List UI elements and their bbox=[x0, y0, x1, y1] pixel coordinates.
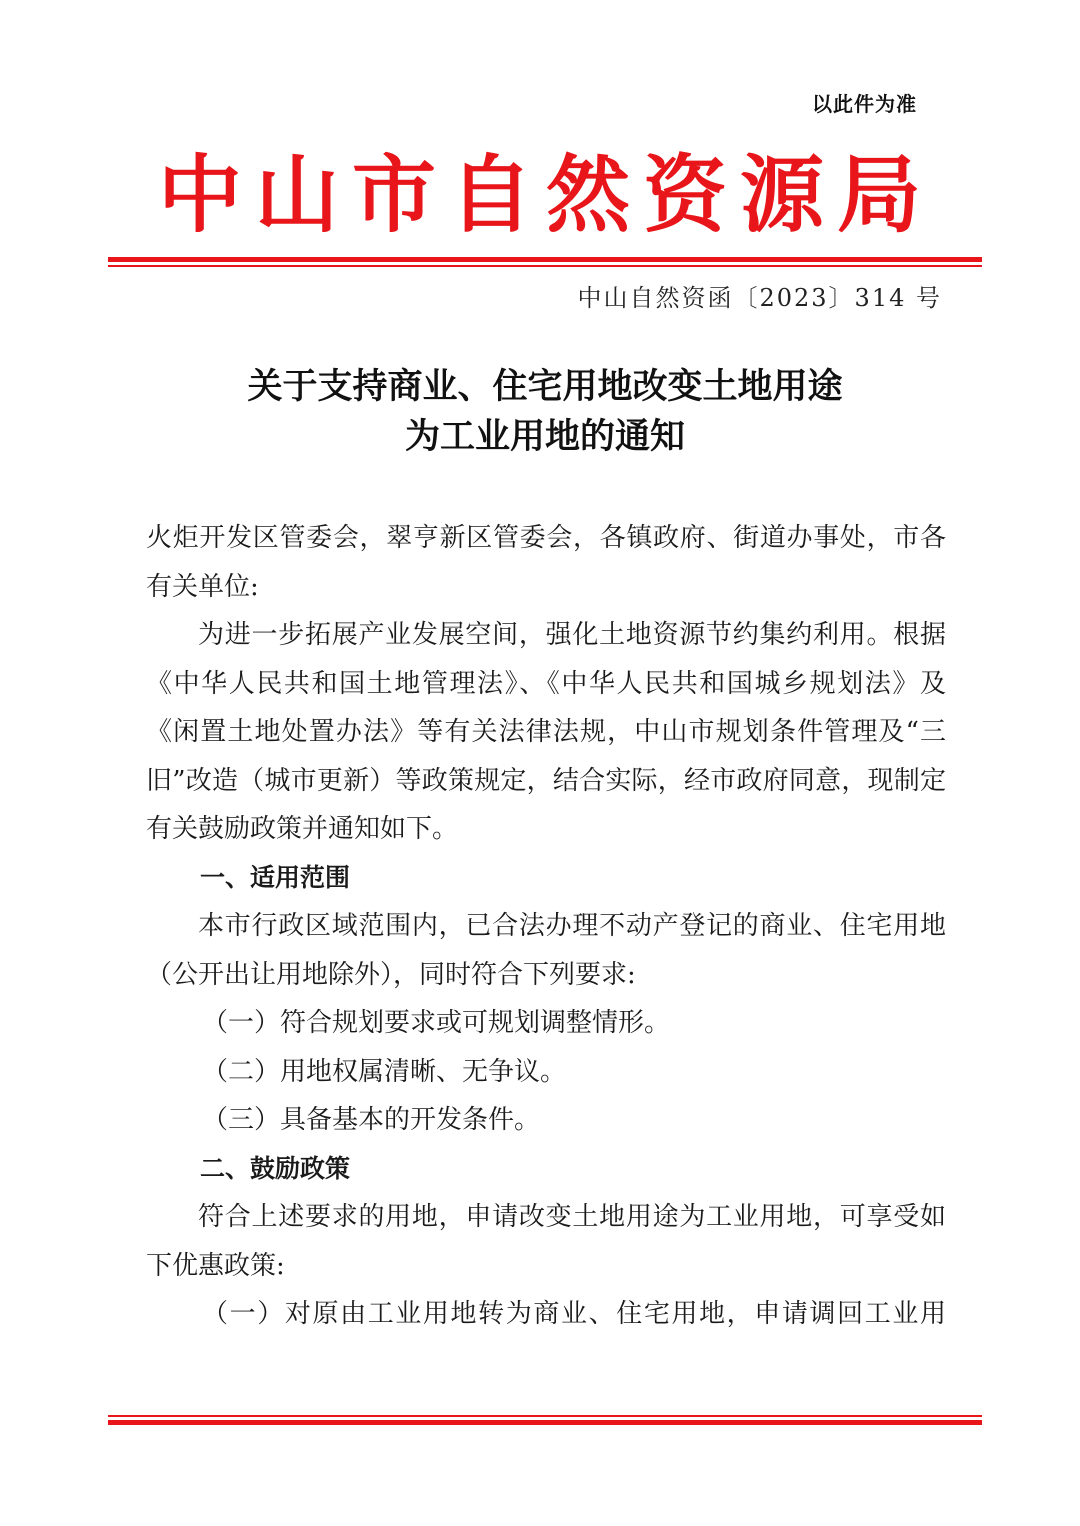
document-title-line-2: 为工业用地的通知 bbox=[404, 416, 685, 457]
intro-paragraph: 为进一步拓展产业发展空间，强化土地资源节约集约利用。根据《中华人民共和国土地管理法》、《中华人民共和国城乡规划法》及《闲置土地处置办法》等有关法律法规，中山市规划条件管理及“三旧”改造（城市更新）等政策规定，结合实际，经市政府同意，现制定有关鼓励政策并通知如下。 bbox=[146, 620, 946, 844]
section-heading-scope: 一、适用范围 bbox=[200, 862, 351, 892]
footer-red-rule-thin bbox=[108, 1415, 982, 1417]
header-red-rule bbox=[108, 257, 982, 262]
document-body bbox=[146, 514, 946, 1339]
issuing-authority-title: 中山市自然资源局 bbox=[157, 146, 934, 244]
section-policy-body: 符合上述要求的用地，申请改变土地用途为工业用地，可享受如下优惠政策: bbox=[146, 1202, 946, 1281]
policy-item-1: （一）对原由工业用地转为商业、住宅用地，申请调回工业用 bbox=[202, 1299, 946, 1329]
document-title-line-1: 关于支持商业、住宅用地改变土地用途 bbox=[247, 366, 843, 407]
scope-item-2: （二）用地权属清晰、无争议。 bbox=[202, 1056, 567, 1087]
footer-red-rule bbox=[108, 1420, 982, 1425]
document-number: 中山自然资函〔2023〕314 号 bbox=[577, 284, 942, 312]
scope-item-1: （一）符合规划要求或可规划调整情形。 bbox=[202, 1008, 671, 1038]
document-title bbox=[108, 362, 982, 462]
section-heading-policy: 二、鼓励政策 bbox=[200, 1153, 351, 1183]
authoritative-copy-note: 以此件为准 bbox=[812, 92, 917, 116]
header-red-rule-thin bbox=[108, 265, 982, 267]
section-scope-body: 本市行政区域范围内，已合法办理不动产登记的商业、住宅用地（公开出让用地除外），同时符合下列要求: bbox=[146, 911, 946, 990]
addressee: 火炬开发区管委会，翠亨新区管委会，各镇政府、街道办事处，市各有关单位: bbox=[146, 523, 946, 602]
scope-item-3: （三）具备基本的开发条件。 bbox=[202, 1105, 541, 1135]
